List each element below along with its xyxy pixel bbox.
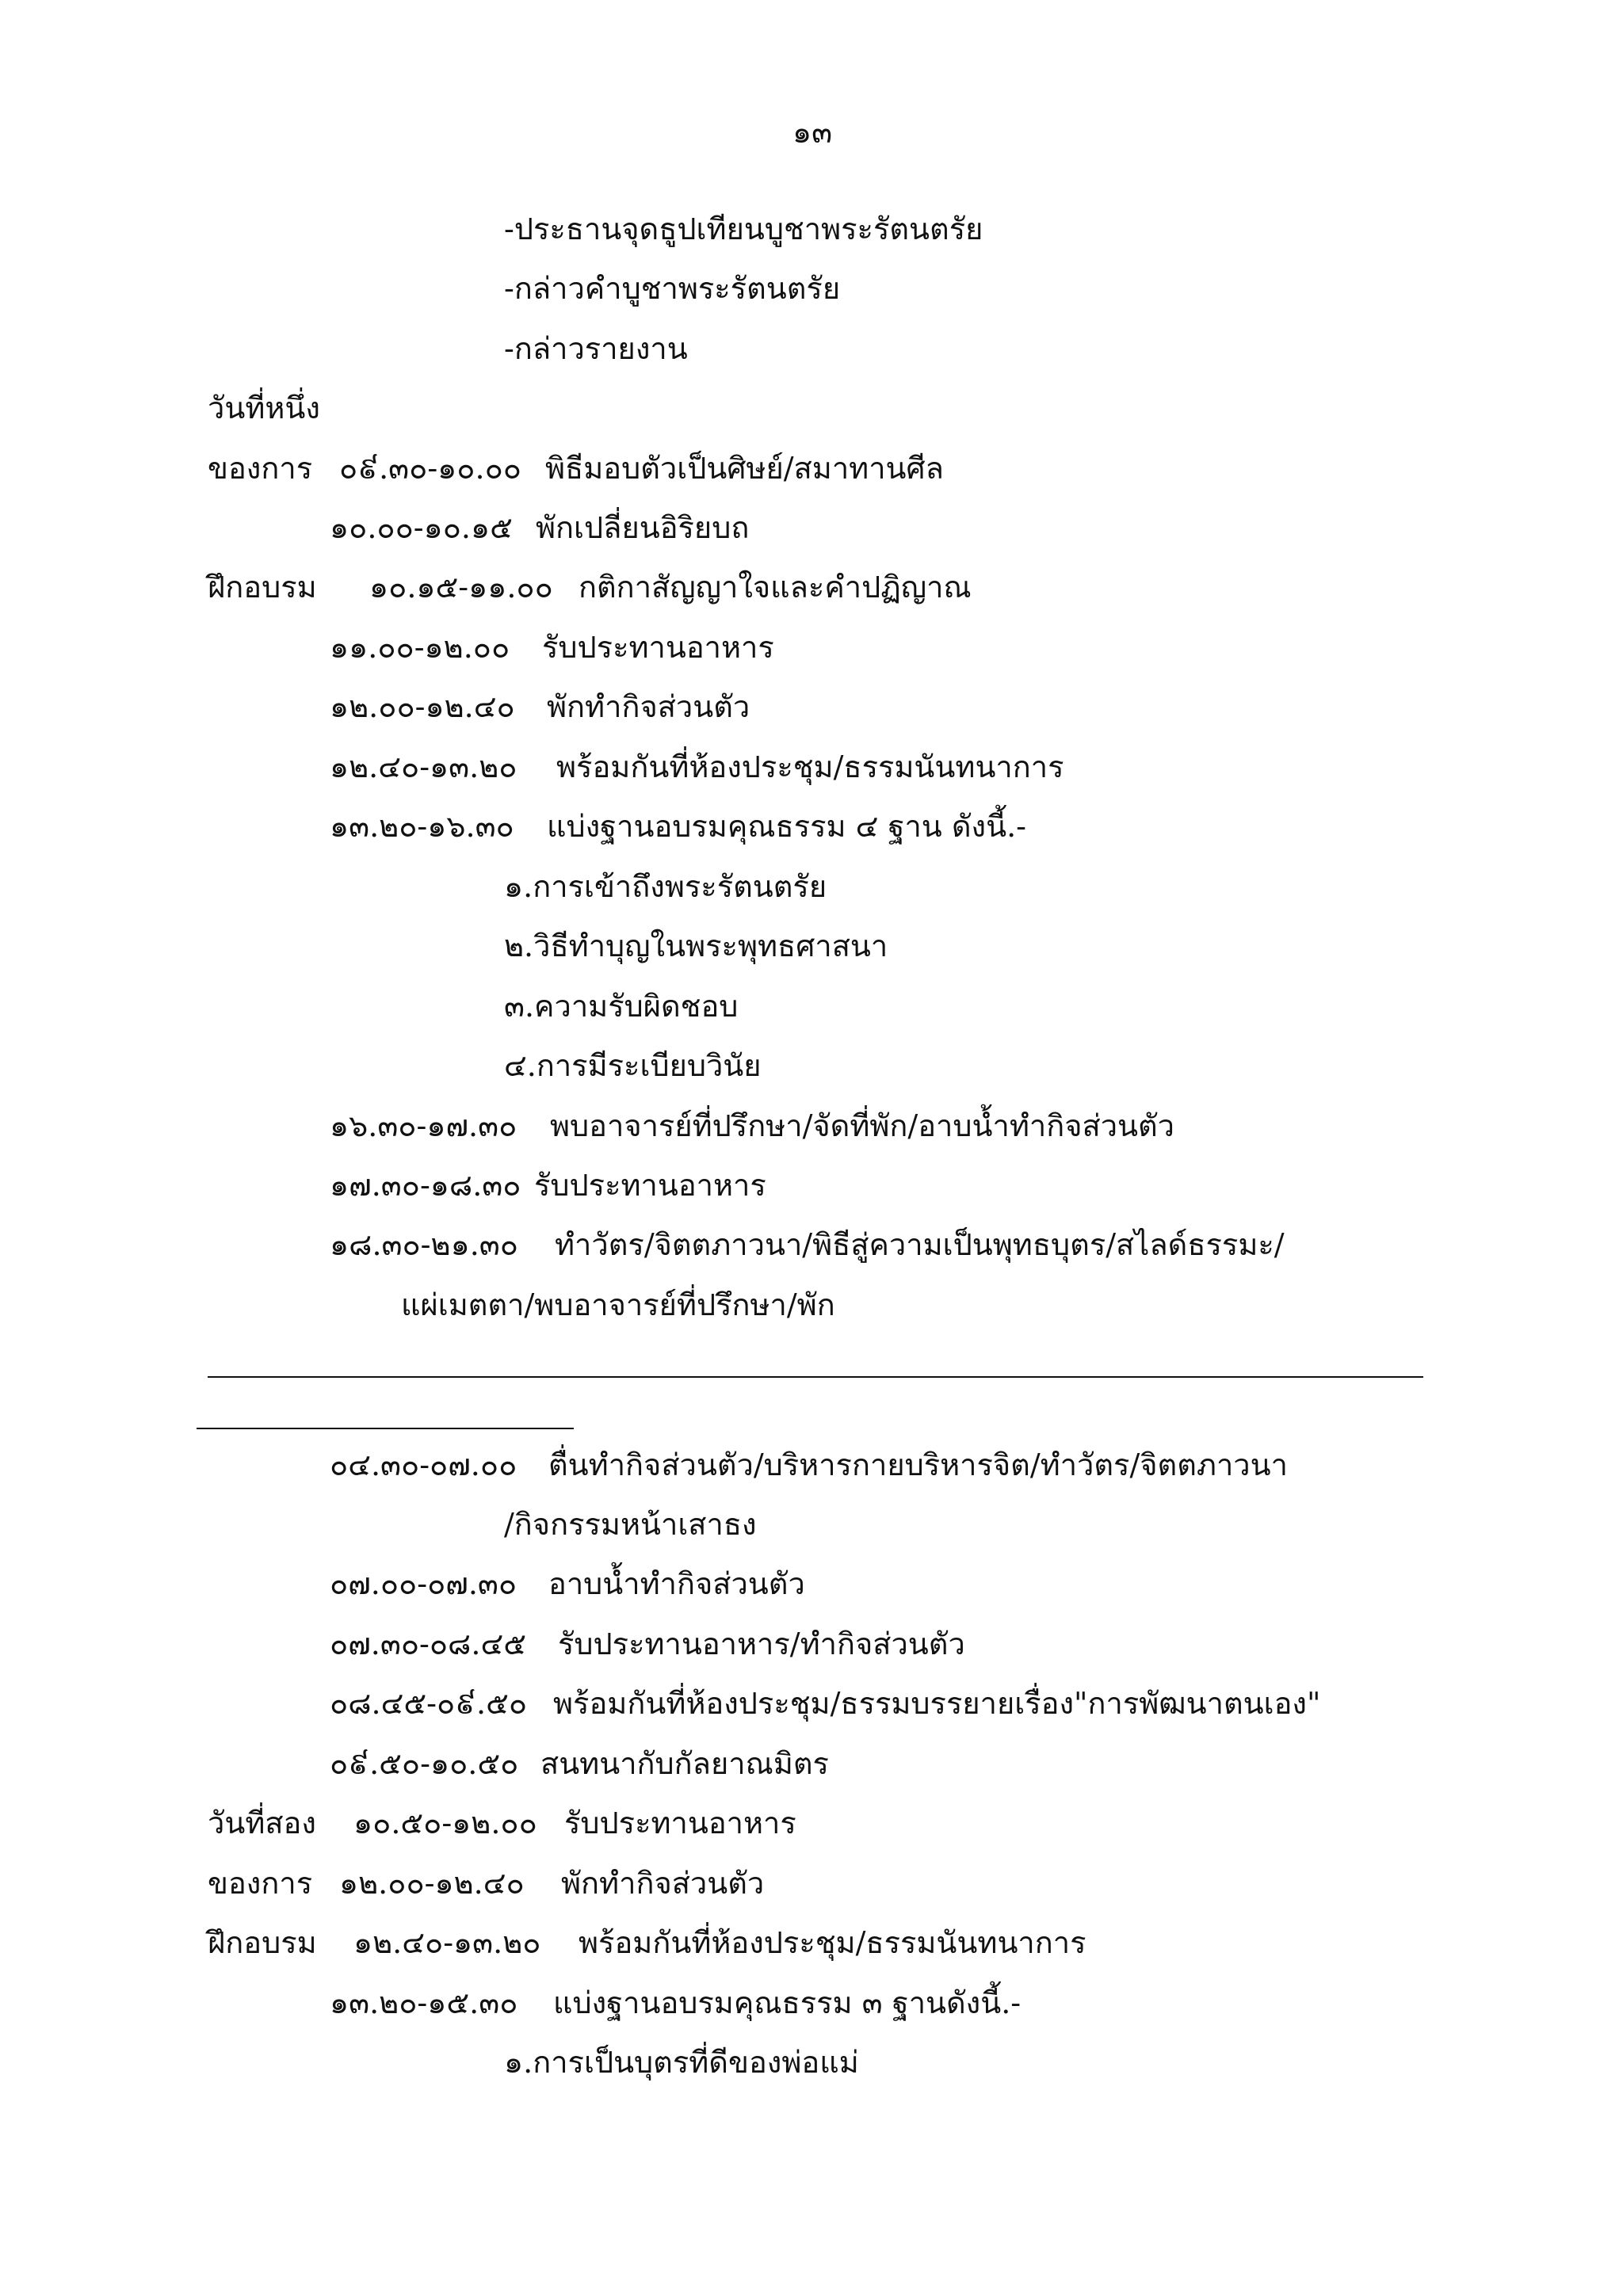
base-item: ๒.วิธีทำบุญในพระพุทธศาสนา xyxy=(504,929,888,963)
base-item: ๓.ความรับผิดชอบ xyxy=(504,989,739,1024)
schedule-time: ๑๒.๔๐-๑๓.๒๐ xyxy=(330,749,517,784)
schedule-time: ๑๘.๓๐-๒๑.๓๐ xyxy=(330,1227,518,1262)
schedule-time: ๐៩.๕๐-๑๐.๕๐ xyxy=(330,1746,519,1781)
schedule-activity: อาบน้ำทำกิจส่วนตัว xyxy=(548,1566,805,1601)
opening-item: -ประธานจุดธูปเทียนบูชาพระรัตนตรัย xyxy=(504,212,983,246)
schedule-activity: พร้อมกันที่ห้องประชุม/ธรรมบรรยายเรื่อง"การพัฒนาตนเอง" xyxy=(553,1686,1321,1721)
schedule-continuation: /กิจกรรมหน้าเสาธง xyxy=(504,1507,757,1542)
schedule-activity: แบ่งฐานอบรมคุณธรรม ๓ ฐานดังนี้.- xyxy=(553,1985,1022,2020)
schedule-time: ๑๒.๔๐-๑๓.๒๐ xyxy=(353,1925,541,1960)
schedule-time: ๑๖.๓๐-๑๗.๓๐ xyxy=(330,1108,517,1143)
schedule-time: ๑๓.๒๐-๑๕.๓๐ xyxy=(330,1985,518,2020)
schedule-activity: รับประทานอาหาร xyxy=(534,1168,766,1203)
schedule-time: ๑๗.๓๐-๑๘.๓๐ xyxy=(330,1168,521,1203)
side-label: ของการ xyxy=(208,1866,313,1901)
schedule-time: ๑๒.๐๐-๑๒.๔๐ xyxy=(339,1866,525,1901)
schedule-activity: พักทำกิจส่วนตัว xyxy=(561,1866,765,1901)
schedule-activity: พักเปลี่ยนอิริยบถ xyxy=(536,510,750,545)
schedule-activity: ตื่นทำกิจส่วนตัว/บริหารกายบริหารจิต/ทำวัตร/จิตตภาวนา xyxy=(548,1447,1288,1482)
opening-item: -กล่าวคำบูชาพระรัตนตรัย xyxy=(504,271,841,306)
day-two-label: วันที่สอง xyxy=(208,1806,316,1840)
base-item: ๔.การมีระเบียบวินัย xyxy=(504,1048,762,1083)
schedule-activity: รับประทานอาหาร xyxy=(542,630,774,665)
page-number: ๑๓ xyxy=(792,115,833,150)
schedule-activity: พร้อมกันที่ห้องประชุม/ธรรมนันทนาการ xyxy=(579,1925,1086,1960)
schedule-activity: แบ่งฐานอบรมคุณธรรม ๔ ฐาน ดังนี้.- xyxy=(547,809,1026,844)
schedule-activity: พิธีมอบตัวเป็นศิษย์/สมาทานศีล xyxy=(545,451,944,486)
schedule-activity: ทำวัตร/จิตตภาวนา/พิธีสู่ความเป็นพุทธบุตร/สไลด์ธรรมะ/ xyxy=(555,1227,1285,1262)
schedule-time: ๑๐.๑๕-๑๑.๐๐ xyxy=(369,570,553,605)
schedule-time: ๑๒.๐๐-๑๒.๔๐ xyxy=(330,689,515,724)
base-item: ๑.การเข้าถึงพระรัตนตรัย xyxy=(504,869,827,904)
schedule-time: ๐๘.๔๕-๐៩.๕๐ xyxy=(330,1686,528,1721)
schedule-time: ๑๓.๒๐-๑๖.๓๐ xyxy=(330,809,514,844)
schedule-time: ๑๑.๐๐-๑๒.๐๐ xyxy=(330,630,510,665)
schedule-activity: พบอาจารย์ที่ปรึกษา/จัดที่พัก/อาบน้ำทำกิจส่วนตัว xyxy=(550,1108,1175,1143)
short-rule xyxy=(197,1428,574,1429)
schedule-activity: พักทำกิจส่วนตัว xyxy=(547,689,750,724)
schedule-activity: รับประทานอาหาร/ทำกิจส่วนตัว xyxy=(558,1627,965,1661)
schedule-time: ๐๗.๐๐-๐๗.๓๐ xyxy=(330,1566,517,1601)
schedule-activity: กติกาสัญญาใจและคำปฏิญาณ xyxy=(579,570,972,605)
day-one-label: วันที่หนึ่ง xyxy=(208,391,320,425)
side-label: ฝึกอบรม xyxy=(208,1925,317,1960)
schedule-time: ๐๗.๓๐-๐๘.๔๕ xyxy=(330,1627,526,1661)
schedule-activity: สนทนากับกัลยาณมิตร xyxy=(540,1746,829,1781)
side-label: ของการ xyxy=(208,451,313,486)
schedule-activity: พร้อมกันที่ห้องประชุม/ธรรมนันทนาการ xyxy=(556,749,1064,784)
schedule-activity: รับประทานอาหาร xyxy=(564,1806,796,1840)
schedule-time: ๐๔.๓๐-๐๗.๐๐ xyxy=(330,1447,517,1482)
opening-item: -กล่าวรายงาน xyxy=(504,331,688,366)
schedule-time: ๐៩.๓๐-๑๐.๐๐ xyxy=(339,451,521,486)
schedule-time: ๑๐.๐๐-๑๐.๑๕ xyxy=(330,510,513,545)
side-label: ฝึกอบรม xyxy=(208,570,317,605)
schedule-continuation: แผ่เมตตา/พบอาจารย์ที่ปรึกษา/พัก xyxy=(401,1287,835,1322)
horizontal-rule xyxy=(208,1376,1423,1378)
base-item: ๑.การเป็นบุตรที่ดีของพ่อแม่ xyxy=(504,2045,859,2080)
schedule-time: ๑๐.๕๐-๑๒.๐๐ xyxy=(353,1806,537,1840)
